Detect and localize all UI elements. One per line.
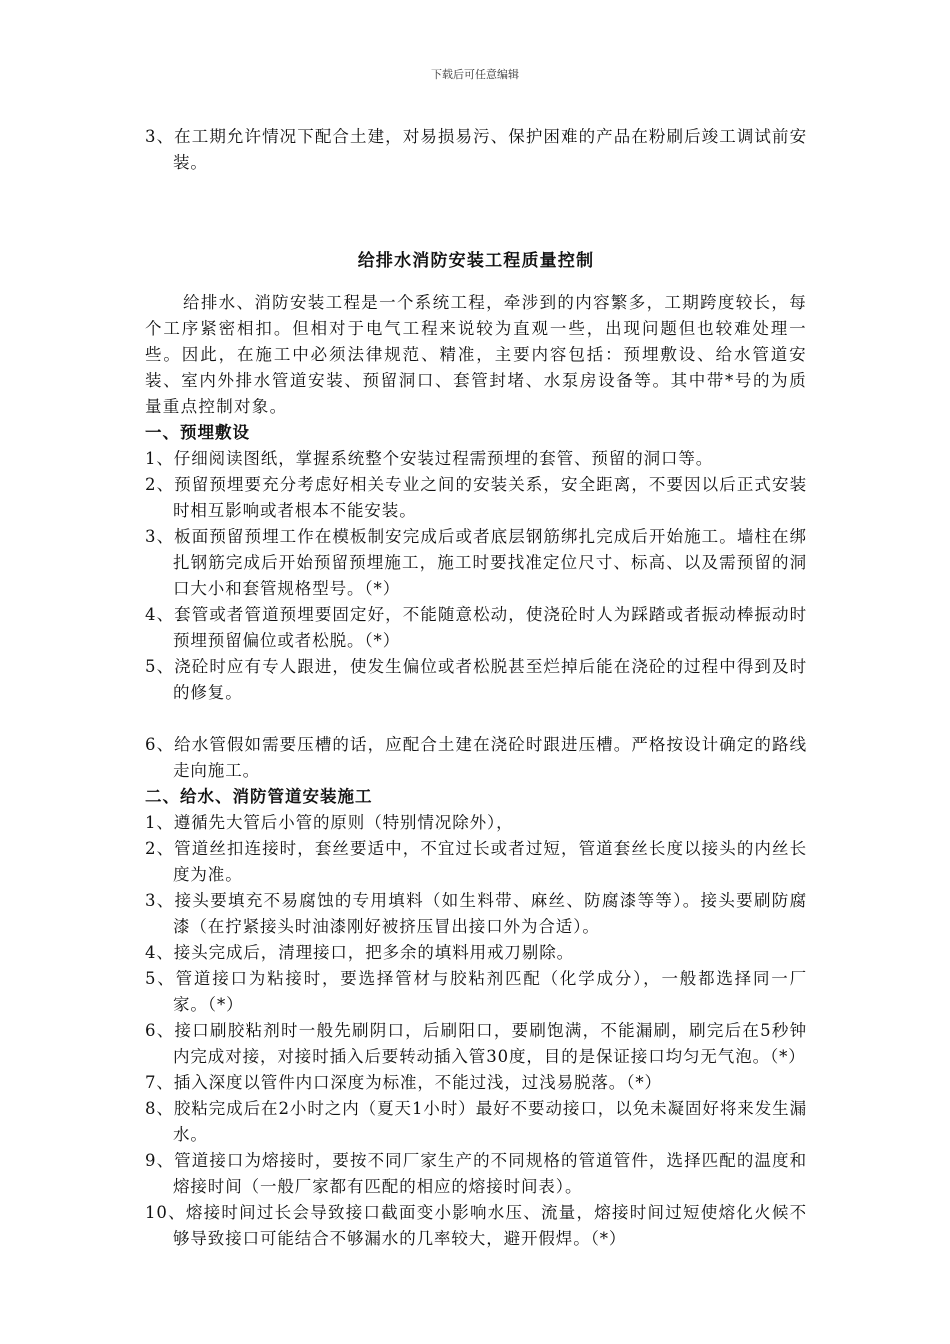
intro-paragraph: 给排水、消防安装工程是一个系统工程，牵涉到的内容繁多，工期跨度较长，每个工序紧密相扣。但相对于电气工程来说较为直观一些，出现问题但也较难处理一些。因此，在施工中必须法律规范、精准，主要内容包括：预埋敷设、给水管道安装、室内外排水管道安装、预留洞口、套管封堵、水泵房设备等。其中带*号的为质量重点控制对象。: [145, 293, 807, 416]
section-heading-pipe-installation: 二、给水、消防管道安装施工: [145, 787, 373, 806]
list-item: 4、接头完成后，清理接口，把多余的填料用戒刀剔除。: [145, 943, 574, 962]
list-item: 4、套管或者管道预埋要固定好，不能随意松动，使浇砼时人为踩踏或者振动棒振动时预埋预留偏位或者松脱。（*）: [145, 605, 807, 650]
list-item: 10、熔接时间过长会导致接口截面变小影响水压、流量，熔接时间过短使熔化火候不够导致接口可能结合不够漏水的几率较大，避开假焊。（*）: [145, 1203, 807, 1248]
list-item: 2、预留预埋要充分考虑好相关专业之间的安装关系，安全距离，不要因以后正式安装时相互影响或者根本不能安装。: [145, 475, 807, 520]
document-title: 给排水消防安装工程质量控制: [357, 251, 595, 271]
list-item: 6、给水管假如需要压槽的话，应配合土建在浇砼时跟进压槽。严格按设计确定的路线走向施工。: [145, 735, 807, 780]
document-body: [145, 124, 807, 1252]
list-item: 7、插入深度以管件内口深度为标准，不能过浅，过浅易脱落。（*）: [145, 1073, 662, 1092]
list-item: 2、管道丝扣连接时，套丝要适中，不宜过长或者过短，管道套丝长度以接头的内丝长度为准。: [145, 839, 807, 884]
list-item: 1、遵循先大管后小管的原则（特别情况除外），: [145, 813, 514, 832]
list-item: 3、在工期允许情况下配合土建，对易损易污、保护困难的产品在粉刷后竣工调试前安装。: [145, 127, 807, 172]
list-item: 8、胶粘完成后在2小时之内（夏天1小时）最好不要动接口，以免未凝固好将来发生漏水。: [145, 1099, 807, 1144]
list-item: 9、管道接口为熔接时，要按不同厂家生产的不同规格的管道管件，选择匹配的温度和熔接时间（一般厂家都有匹配的相应的熔接时间表）。: [145, 1151, 807, 1196]
list-item: 3、板面预留预埋工作在模板制安完成后或者底层钢筋绑扎完成后开始施工。墙柱在绑扎钢筋完成后开始预留预埋施工，施工时要找准定位尺寸、标高、以及需预留的洞口大小和套管规格型号。（*）: [145, 527, 807, 598]
list-item: 3、接头要填充不易腐蚀的专用填料（如生料带、麻丝、防腐漆等等）。接头要刷防腐漆（在拧紧接头时油漆刚好被挤压冒出接口外为合适）。: [145, 891, 807, 936]
list-item: 1、仔细阅读图纸，掌握系统整个安装过程需预埋的套管、预留的洞口等。: [145, 449, 714, 468]
list-item: 6、接口刷胶粘剂时一般先刷阴口，后刷阳口，要刷饱满，不能漏刷，刷完后在5秒钟内完成对接，对接时插入后要转动插入管30度，目的是保证接口均匀无气泡。（*）: [145, 1021, 807, 1066]
list-item: 5、管道接口为粘接时，要选择管材与胶粘剂匹配（化学成分），一般都选择同一厂家。（*）: [145, 969, 807, 1014]
page-header-note: 下载后可任意编辑: [431, 68, 519, 81]
blank-line: [145, 706, 807, 732]
list-item: 5、浇砼时应有专人跟进，使发生偏位或者松脱甚至烂掉后能在浇砼的过程中得到及时的修复。: [145, 657, 807, 702]
section-heading-embedding: 一、预埋敷设: [145, 423, 250, 442]
